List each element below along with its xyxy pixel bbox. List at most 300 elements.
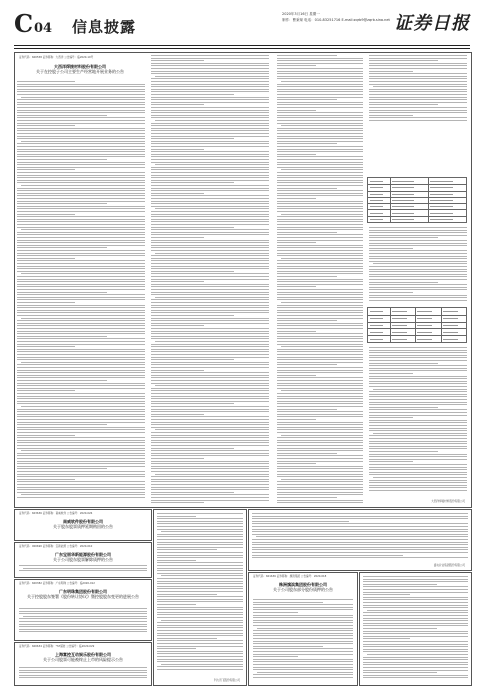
text-line <box>155 76 269 77</box>
text-line <box>17 271 145 272</box>
text-line <box>369 245 467 246</box>
header-rule-thin <box>14 48 470 49</box>
text-line <box>277 500 363 501</box>
text-line <box>157 638 217 639</box>
text-line <box>151 403 234 404</box>
text-line <box>157 542 243 543</box>
announcement-block <box>14 509 152 541</box>
text-line <box>151 206 269 207</box>
text-line <box>151 455 269 456</box>
text-line <box>369 482 467 483</box>
text-line <box>369 448 467 449</box>
table-row-divider <box>368 184 466 185</box>
text-line <box>369 394 467 395</box>
text-line <box>277 115 363 116</box>
text-line <box>277 237 363 238</box>
text-line <box>17 177 145 178</box>
text-line <box>252 544 468 545</box>
text-line <box>252 526 468 527</box>
text-line <box>17 143 145 144</box>
text-line <box>369 279 467 280</box>
text-line <box>151 375 269 376</box>
text-line <box>277 468 363 469</box>
text-line <box>277 484 363 485</box>
text-line <box>277 289 363 290</box>
text-line <box>369 409 467 410</box>
text-line <box>253 604 353 605</box>
text-line <box>19 672 147 673</box>
text-line <box>17 401 145 402</box>
announcement-block <box>14 642 152 686</box>
text-line <box>17 84 145 85</box>
text-line <box>363 605 468 606</box>
text-line <box>17 403 145 404</box>
text-line <box>151 224 269 225</box>
text-line <box>277 146 363 147</box>
text-line <box>277 63 363 64</box>
text-line <box>369 258 467 259</box>
text-line <box>157 552 243 553</box>
text-line <box>277 341 363 342</box>
text-line <box>253 599 353 600</box>
text-line <box>277 276 337 277</box>
data-table <box>367 177 467 223</box>
text-line <box>19 565 147 566</box>
text-line <box>23 616 147 617</box>
text-line <box>363 576 468 577</box>
text-line <box>277 162 363 163</box>
text-line <box>281 435 363 436</box>
text-line <box>17 136 145 137</box>
text-line <box>369 402 467 403</box>
text-line <box>151 489 269 490</box>
table-cell <box>392 200 415 201</box>
text-line <box>17 370 145 371</box>
text-line <box>157 523 243 524</box>
text-line <box>157 627 243 628</box>
text-line <box>277 154 316 155</box>
table-cell <box>430 187 453 188</box>
text-column <box>19 608 147 636</box>
text-line <box>151 177 269 178</box>
text-line <box>17 479 75 480</box>
text-line <box>151 419 269 420</box>
text-line <box>151 325 204 326</box>
text-line <box>17 312 145 313</box>
text-line <box>281 214 363 215</box>
text-column <box>369 347 467 493</box>
text-line <box>277 463 316 464</box>
text-line <box>151 78 269 79</box>
text-column <box>252 513 468 561</box>
announcement-block <box>14 52 472 508</box>
page-header <box>14 9 470 45</box>
text-line <box>151 149 204 150</box>
announcement-code: 证券代码：600558 证券简称：大西洋 公告编号：临2020-10号 <box>19 56 94 59</box>
text-line <box>151 453 269 454</box>
text-line <box>151 390 269 391</box>
table-cell <box>443 318 458 319</box>
text-line <box>151 435 269 436</box>
text-line <box>157 643 243 644</box>
text-line <box>281 346 363 347</box>
text-line <box>277 219 363 220</box>
text-line <box>369 454 467 455</box>
text-line <box>369 60 438 61</box>
text-line <box>151 344 269 345</box>
text-line <box>277 120 363 121</box>
text-column <box>19 667 147 681</box>
text-line <box>17 294 145 295</box>
text-line <box>21 362 145 363</box>
text-line <box>17 279 145 280</box>
announcement-title: 广东明珠集团股份有限公司 <box>59 589 107 594</box>
text-line <box>257 628 353 629</box>
table-row-divider <box>368 197 466 198</box>
text-line <box>252 521 349 522</box>
text-line <box>363 659 468 660</box>
text-line <box>277 458 363 459</box>
text-line <box>151 242 269 243</box>
text-line <box>151 398 269 399</box>
announcement-title: 上海富控互动娱乐股份有限公司 <box>55 652 111 657</box>
text-line <box>277 94 363 95</box>
text-line <box>151 245 269 246</box>
text-line <box>17 328 145 329</box>
text-line <box>277 58 363 59</box>
text-line <box>17 377 145 378</box>
text-line <box>363 607 468 608</box>
text-line <box>369 117 467 118</box>
text-line <box>277 487 363 488</box>
text-line <box>253 654 353 655</box>
text-line <box>277 255 363 256</box>
text-line <box>17 182 145 183</box>
text-line <box>17 349 145 350</box>
text-line <box>369 300 467 301</box>
text-line <box>17 250 145 251</box>
text-column <box>151 55 269 505</box>
text-line <box>277 292 363 293</box>
text-line <box>363 657 468 658</box>
table-cell <box>370 206 383 207</box>
text-line <box>257 672 353 673</box>
text-line <box>253 674 353 675</box>
text-line <box>17 297 145 298</box>
text-line <box>151 123 269 124</box>
text-line <box>363 579 468 580</box>
text-column <box>157 513 243 673</box>
text-line <box>151 289 269 290</box>
text-line <box>369 55 467 56</box>
text-line <box>277 242 316 243</box>
text-line <box>17 284 145 285</box>
header-rule <box>14 45 470 46</box>
announcement-heading <box>15 56 145 74</box>
text-line <box>17 123 145 124</box>
text-line <box>277 71 363 72</box>
announcement-code: 证券代码：000690 证券简称：宝新能源 公告编号：2020-010 <box>19 545 93 548</box>
text-line <box>363 633 468 634</box>
text-line <box>157 599 243 600</box>
text-line <box>369 232 467 233</box>
text-line <box>277 416 363 417</box>
text-line <box>277 497 337 498</box>
text-line <box>151 349 269 350</box>
text-line <box>367 610 468 611</box>
data-table <box>367 307 467 343</box>
text-line <box>151 71 269 72</box>
text-line <box>277 89 363 90</box>
text-line <box>277 182 363 183</box>
text-line <box>155 474 269 475</box>
text-line <box>369 412 467 413</box>
text-line <box>277 383 363 384</box>
text-line <box>373 389 467 390</box>
text-line <box>17 99 145 100</box>
text-line <box>151 169 269 170</box>
text-line <box>281 390 363 391</box>
text-line <box>17 91 145 92</box>
text-line <box>277 440 363 441</box>
text-line <box>17 390 75 391</box>
text-line <box>373 86 467 87</box>
text-line <box>151 237 204 238</box>
text-line <box>155 164 269 165</box>
table-row-divider <box>368 203 466 204</box>
text-line <box>369 373 413 374</box>
text-line <box>157 646 243 647</box>
text-line <box>369 115 413 116</box>
text-line <box>253 635 353 636</box>
text-line <box>151 370 204 371</box>
text-line <box>151 255 269 256</box>
announcement-title: 大西洋焊接材料股份有限公司 <box>54 64 106 69</box>
text-line <box>17 315 145 316</box>
table-cell <box>430 200 453 201</box>
text-line <box>157 609 243 610</box>
text-line <box>363 662 468 663</box>
text-line <box>17 190 145 191</box>
text-line <box>151 445 269 446</box>
text-line <box>17 310 145 311</box>
text-line <box>277 331 316 332</box>
text-line <box>277 190 363 191</box>
text-line <box>253 622 353 623</box>
text-line <box>277 281 363 282</box>
table-cell <box>392 325 407 326</box>
text-line <box>277 476 363 477</box>
text-line <box>17 396 145 397</box>
text-line <box>17 211 145 212</box>
text-line <box>161 575 243 576</box>
text-line <box>17 380 107 381</box>
text-line <box>151 320 269 321</box>
text-line <box>17 461 145 462</box>
text-line <box>281 258 363 259</box>
text-line <box>277 104 363 105</box>
text-line <box>151 258 269 259</box>
text-line <box>369 58 467 59</box>
text-line <box>252 531 468 532</box>
text-line <box>369 276 467 277</box>
text-line <box>17 149 145 150</box>
text-line <box>369 78 467 79</box>
text-line <box>151 396 269 397</box>
text-line <box>277 84 363 85</box>
text-line <box>277 136 363 137</box>
text-line <box>17 245 145 246</box>
text-line <box>17 146 145 147</box>
text-line <box>17 242 145 243</box>
text-line <box>277 419 316 420</box>
text-line <box>151 346 269 347</box>
text-line <box>157 604 196 605</box>
text-line <box>281 125 363 126</box>
table-col-divider <box>390 308 391 342</box>
text-line <box>157 669 243 670</box>
text-line <box>367 654 468 655</box>
table-cell <box>430 181 453 182</box>
announcement-code: 证券代码：600382 证券简称：广东明珠 公告编号：临2020-012 <box>19 582 95 585</box>
page-number: 04 <box>34 21 53 36</box>
announcement-block <box>14 579 152 641</box>
text-line <box>277 128 363 129</box>
text-line <box>17 455 145 456</box>
text-line <box>151 372 269 373</box>
text-line <box>369 383 467 384</box>
text-line <box>277 240 363 241</box>
text-line <box>277 151 363 152</box>
text-line <box>151 354 269 355</box>
text-line <box>277 344 363 345</box>
text-line <box>369 438 467 439</box>
text-line <box>151 388 269 389</box>
text-line <box>369 368 467 369</box>
text-line <box>151 133 269 134</box>
table-cell <box>430 194 453 195</box>
text-line <box>17 364 145 365</box>
text-line <box>19 629 147 630</box>
text-line <box>157 651 243 652</box>
text-line <box>151 424 269 425</box>
text-line <box>277 357 363 358</box>
text-line <box>151 273 269 274</box>
text-line <box>17 219 145 220</box>
text-line <box>17 424 107 425</box>
text-line <box>17 341 145 342</box>
announcement-footer: 盛屯矿业集团股份有限公司 <box>433 564 465 567</box>
text-line <box>252 555 403 556</box>
text-line <box>17 302 75 303</box>
table-row-divider <box>368 216 466 217</box>
text-line <box>151 393 269 394</box>
table-cell <box>392 339 407 340</box>
text-line <box>363 599 468 600</box>
text-line <box>363 651 468 652</box>
announcement-code: 证券代码：600634 证券简称：*ST富控 公告编号：临2020-029 <box>19 645 95 648</box>
table-cell <box>392 311 407 312</box>
text-line <box>277 362 363 363</box>
text-line <box>277 266 363 267</box>
text-line <box>17 180 145 181</box>
text-line <box>151 60 204 61</box>
text-line <box>157 601 243 602</box>
text-line <box>151 302 269 303</box>
text-line <box>151 357 269 358</box>
text-line <box>277 102 363 103</box>
text-line <box>277 312 363 313</box>
text-line <box>19 675 147 676</box>
text-line <box>369 435 467 436</box>
text-line <box>277 227 363 228</box>
text-line <box>369 99 467 100</box>
text-line <box>21 185 145 186</box>
text-line <box>155 253 269 254</box>
text-line <box>151 484 269 485</box>
text-line <box>157 573 243 574</box>
text-line <box>369 451 438 452</box>
table-row-divider <box>368 191 466 192</box>
text-line <box>21 406 145 407</box>
text-line <box>277 299 363 300</box>
text-line <box>253 659 353 660</box>
text-line <box>21 97 145 98</box>
text-line <box>373 477 467 478</box>
text-column <box>17 81 145 501</box>
text-line <box>151 146 269 147</box>
text-line <box>17 320 145 321</box>
text-line <box>157 591 243 592</box>
text-line <box>363 615 468 616</box>
text-line <box>277 123 363 124</box>
text-line <box>151 494 269 495</box>
table-cell <box>370 219 383 220</box>
text-line <box>277 336 363 337</box>
text-column <box>277 55 363 505</box>
text-line <box>151 271 234 272</box>
table-cell <box>392 187 415 188</box>
text-line <box>369 417 413 418</box>
text-line <box>157 622 243 623</box>
text-line <box>17 346 75 347</box>
table-cell <box>443 325 458 326</box>
text-line <box>277 268 363 269</box>
announcement-title: 广东宝丽华新能源股份有限公司 <box>55 552 111 557</box>
text-line <box>363 638 410 639</box>
text-line <box>151 216 269 217</box>
text-line <box>151 487 269 488</box>
text-line <box>17 86 145 87</box>
text-line <box>369 97 467 98</box>
text-line <box>151 141 269 142</box>
text-line <box>17 372 145 373</box>
text-line <box>277 364 337 365</box>
text-line <box>17 435 75 436</box>
text-line <box>369 235 467 236</box>
text-line <box>17 359 145 360</box>
text-line <box>151 333 269 334</box>
text-line <box>151 406 269 407</box>
text-line <box>151 81 269 82</box>
announcement-code: 证券代码：601636 证券简称：旗滨集团 公告编号：2020-018 <box>253 575 327 578</box>
text-line <box>151 234 269 235</box>
text-line <box>369 295 467 296</box>
text-line <box>151 68 269 69</box>
text-line <box>151 107 269 108</box>
text-line <box>277 442 363 443</box>
text-line <box>369 237 438 238</box>
